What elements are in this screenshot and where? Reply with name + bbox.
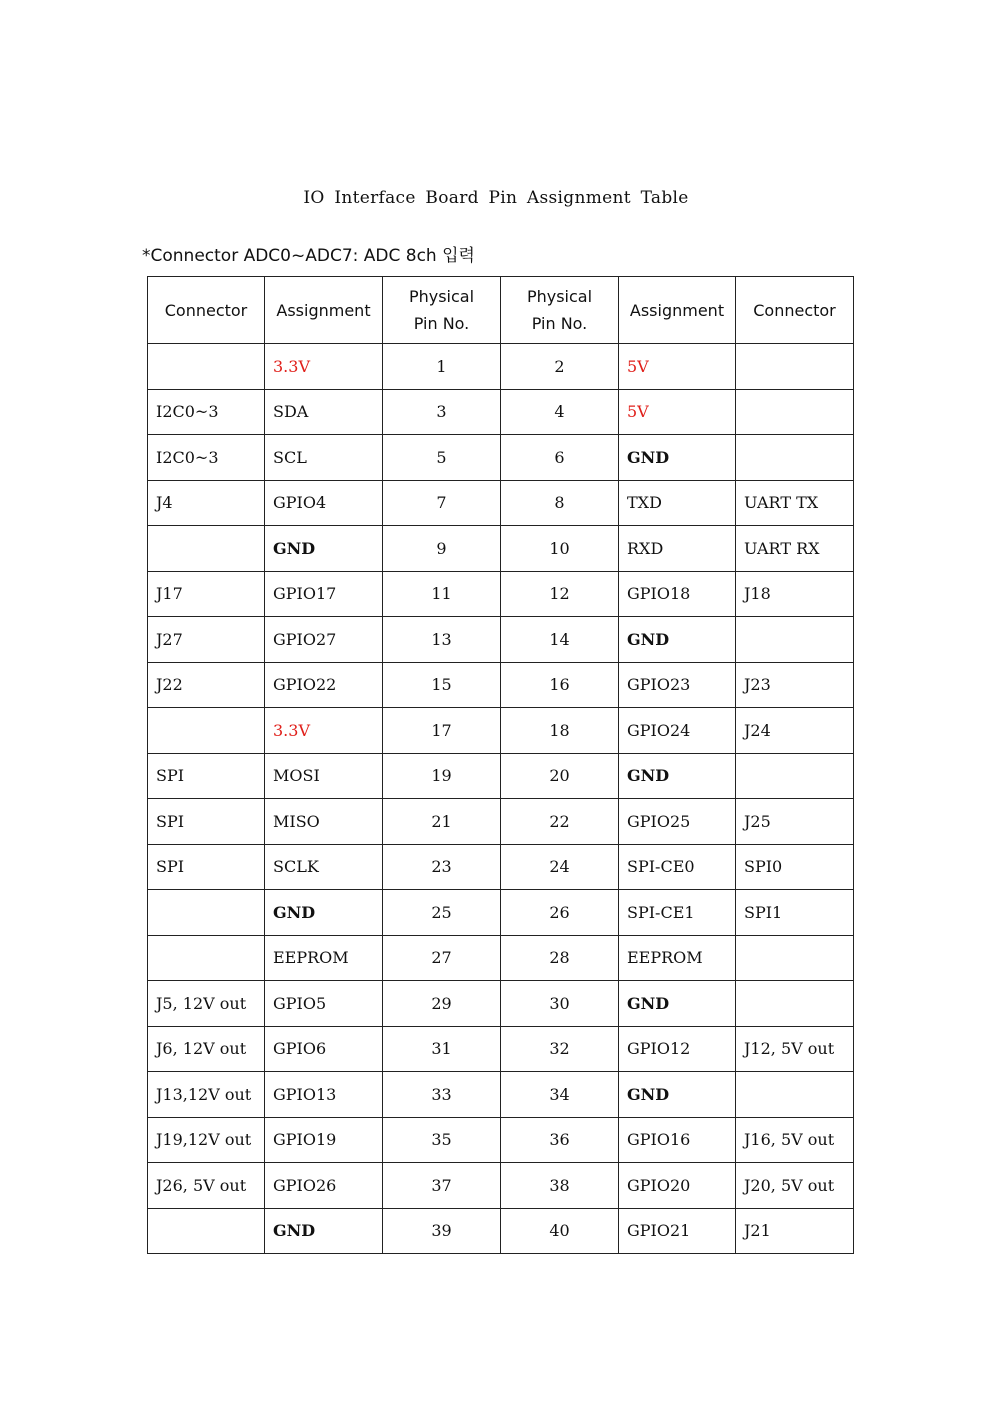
pin-left-cell: 1 (383, 344, 501, 390)
pin-left-cell: 9 (383, 526, 501, 572)
pin-right-cell: 18 (501, 708, 619, 754)
assignment-left-cell: GND (265, 526, 383, 572)
connector-left-cell: J6, 12V out (148, 1026, 265, 1072)
pin-right-cell: 2 (501, 344, 619, 390)
connector-left-cell: J26, 5V out (148, 1163, 265, 1209)
assignment-right-cell: 5V (619, 344, 736, 390)
connector-left-cell: J27 (148, 617, 265, 663)
pin-left-cell: 21 (383, 799, 501, 845)
connector-left-cell (148, 526, 265, 572)
assignment-left-cell: GPIO5 (265, 981, 383, 1027)
table-row (148, 981, 854, 1027)
connector-left-cell (148, 935, 265, 981)
connector-right-cell: J25 (736, 799, 854, 845)
connector-left-cell: J5, 12V out (148, 981, 265, 1027)
connector-right-cell: UART TX (736, 480, 854, 526)
pin-right-cell: 38 (501, 1163, 619, 1209)
header-assignment-left: Assignment (265, 277, 383, 344)
pin-right-cell: 16 (501, 662, 619, 708)
connector-left-cell (148, 708, 265, 754)
assignment-left-cell: GPIO4 (265, 480, 383, 526)
connector-left-cell: SPI (148, 799, 265, 845)
pin-right-cell: 12 (501, 571, 619, 617)
table-row (148, 526, 854, 572)
assignment-left-cell: SDA (265, 389, 383, 435)
connector-right-cell (736, 344, 854, 390)
assignment-right-cell: RXD (619, 526, 736, 572)
connector-right-cell: J21 (736, 1208, 854, 1254)
pin-left-cell: 7 (383, 480, 501, 526)
assignment-right-cell: 5V (619, 389, 736, 435)
header-assignment-right: Assignment (619, 277, 736, 344)
pin-right-cell: 10 (501, 526, 619, 572)
pin-left-cell: 19 (383, 753, 501, 799)
connector-right-cell: SPI1 (736, 890, 854, 936)
assignment-left-cell: 3.3V (265, 344, 383, 390)
header-connector-left: Connector (148, 277, 265, 344)
assignment-right-cell: GPIO25 (619, 799, 736, 845)
connector-left-cell (148, 1208, 265, 1254)
assignment-left-cell: GND (265, 890, 383, 936)
table-row (148, 1072, 854, 1118)
pin-right-cell: 8 (501, 480, 619, 526)
assignment-right-cell: SPI-CE1 (619, 890, 736, 936)
pin-left-cell: 37 (383, 1163, 501, 1209)
pin-right-cell: 28 (501, 935, 619, 981)
assignment-right-cell: GPIO16 (619, 1117, 736, 1163)
pin-left-cell: 13 (383, 617, 501, 663)
assignment-left-cell: GPIO27 (265, 617, 383, 663)
pin-right-cell: 6 (501, 435, 619, 481)
connector-left-cell: J13,12V out (148, 1072, 265, 1118)
table-body (148, 344, 854, 1254)
pin-right-cell: 22 (501, 799, 619, 845)
pin-left-cell: 15 (383, 662, 501, 708)
connector-right-cell (736, 1072, 854, 1118)
assignment-left-cell: EEPROM (265, 935, 383, 981)
pin-left-cell: 35 (383, 1117, 501, 1163)
table-row (148, 935, 854, 981)
pin-left-cell: 3 (383, 389, 501, 435)
connector-right-cell: SPI0 (736, 844, 854, 890)
connector-left-cell (148, 890, 265, 936)
assignment-left-cell: GND (265, 1208, 383, 1254)
table-row (148, 1026, 854, 1072)
connector-left-cell: SPI (148, 844, 265, 890)
pin-right-cell: 26 (501, 890, 619, 936)
assignment-right-cell: SPI-CE0 (619, 844, 736, 890)
table-row (148, 799, 854, 845)
header-physical-pin-left: Physical Pin No. (383, 277, 501, 344)
pin-right-cell: 32 (501, 1026, 619, 1072)
pin-left-cell: 33 (383, 1072, 501, 1118)
assignment-left-cell: GPIO6 (265, 1026, 383, 1072)
table-row (148, 435, 854, 481)
pin-right-cell: 30 (501, 981, 619, 1027)
pin-assignment-table (147, 276, 854, 1254)
connector-left-cell: J17 (148, 571, 265, 617)
document-title: IO Interface Board Pin Assignment Table (303, 188, 689, 208)
assignment-right-cell: GPIO23 (619, 662, 736, 708)
connector-right-cell: J23 (736, 662, 854, 708)
connector-right-cell (736, 935, 854, 981)
assignment-right-cell: GPIO12 (619, 1026, 736, 1072)
table-row (148, 708, 854, 754)
pin-left-cell: 11 (383, 571, 501, 617)
connector-right-cell: J24 (736, 708, 854, 754)
assignment-left-cell: SCL (265, 435, 383, 481)
pin-left-cell: 17 (383, 708, 501, 754)
pin-right-cell: 24 (501, 844, 619, 890)
assignment-left-cell: GPIO19 (265, 1117, 383, 1163)
table-row (148, 480, 854, 526)
table-row (148, 617, 854, 663)
header-connector-right: Connector (736, 277, 854, 344)
assignment-right-cell: GPIO21 (619, 1208, 736, 1254)
table-row (148, 662, 854, 708)
connector-left-cell: J22 (148, 662, 265, 708)
assignment-left-cell: SCLK (265, 844, 383, 890)
assignment-right-cell: GPIO18 (619, 571, 736, 617)
assignment-left-cell: GPIO13 (265, 1072, 383, 1118)
pin-right-cell: 4 (501, 389, 619, 435)
pin-left-cell: 31 (383, 1026, 501, 1072)
table-row (148, 1208, 854, 1254)
connector-right-cell (736, 753, 854, 799)
connector-right-cell (736, 389, 854, 435)
table-row (148, 890, 854, 936)
pin-right-cell: 14 (501, 617, 619, 663)
pin-left-cell: 39 (383, 1208, 501, 1254)
connector-left-cell: J19,12V out (148, 1117, 265, 1163)
connector-left-cell: J4 (148, 480, 265, 526)
table-row (148, 844, 854, 890)
assignment-left-cell: MOSI (265, 753, 383, 799)
assignment-left-cell: 3.3V (265, 708, 383, 754)
pin-right-cell: 36 (501, 1117, 619, 1163)
assignment-right-cell: GND (619, 981, 736, 1027)
pin-left-cell: 27 (383, 935, 501, 981)
table-header (148, 277, 854, 344)
assignment-left-cell: GPIO26 (265, 1163, 383, 1209)
assignment-left-cell: GPIO17 (265, 571, 383, 617)
connector-right-cell: UART RX (736, 526, 854, 572)
table-row (148, 344, 854, 390)
pin-right-cell: 34 (501, 1072, 619, 1118)
table-row (148, 1163, 854, 1209)
assignment-right-cell: TXD (619, 480, 736, 526)
connector-note: *Connector ADC0~ADC7: ADC 8ch 입력 (142, 246, 475, 266)
assignment-right-cell: GND (619, 1072, 736, 1118)
table-row (148, 753, 854, 799)
header-row (148, 277, 854, 344)
connector-right-cell (736, 435, 854, 481)
connector-right-cell: J16, 5V out (736, 1117, 854, 1163)
connector-right-cell (736, 617, 854, 663)
pin-left-cell: 29 (383, 981, 501, 1027)
assignment-right-cell: GND (619, 617, 736, 663)
assignment-right-cell: GND (619, 753, 736, 799)
pin-left-cell: 5 (383, 435, 501, 481)
assignment-left-cell: GPIO22 (265, 662, 383, 708)
pin-right-cell: 20 (501, 753, 619, 799)
table-row (148, 1117, 854, 1163)
header-physical-pin-right: Physical Pin No. (501, 277, 619, 344)
connector-right-cell: J12, 5V out (736, 1026, 854, 1072)
connector-left-cell: I2C0~3 (148, 389, 265, 435)
connector-right-cell (736, 981, 854, 1027)
assignment-right-cell: GPIO24 (619, 708, 736, 754)
assignment-right-cell: GPIO20 (619, 1163, 736, 1209)
pin-left-cell: 23 (383, 844, 501, 890)
connector-right-cell: J18 (736, 571, 854, 617)
pin-right-cell: 40 (501, 1208, 619, 1254)
connector-left-cell: SPI (148, 753, 265, 799)
assignment-right-cell: GND (619, 435, 736, 481)
connector-left-cell (148, 344, 265, 390)
table-row (148, 389, 854, 435)
connector-left-cell: I2C0~3 (148, 435, 265, 481)
connector-right-cell: J20, 5V out (736, 1163, 854, 1209)
table-row (148, 571, 854, 617)
assignment-right-cell: EEPROM (619, 935, 736, 981)
assignment-left-cell: MISO (265, 799, 383, 845)
pin-left-cell: 25 (383, 890, 501, 936)
